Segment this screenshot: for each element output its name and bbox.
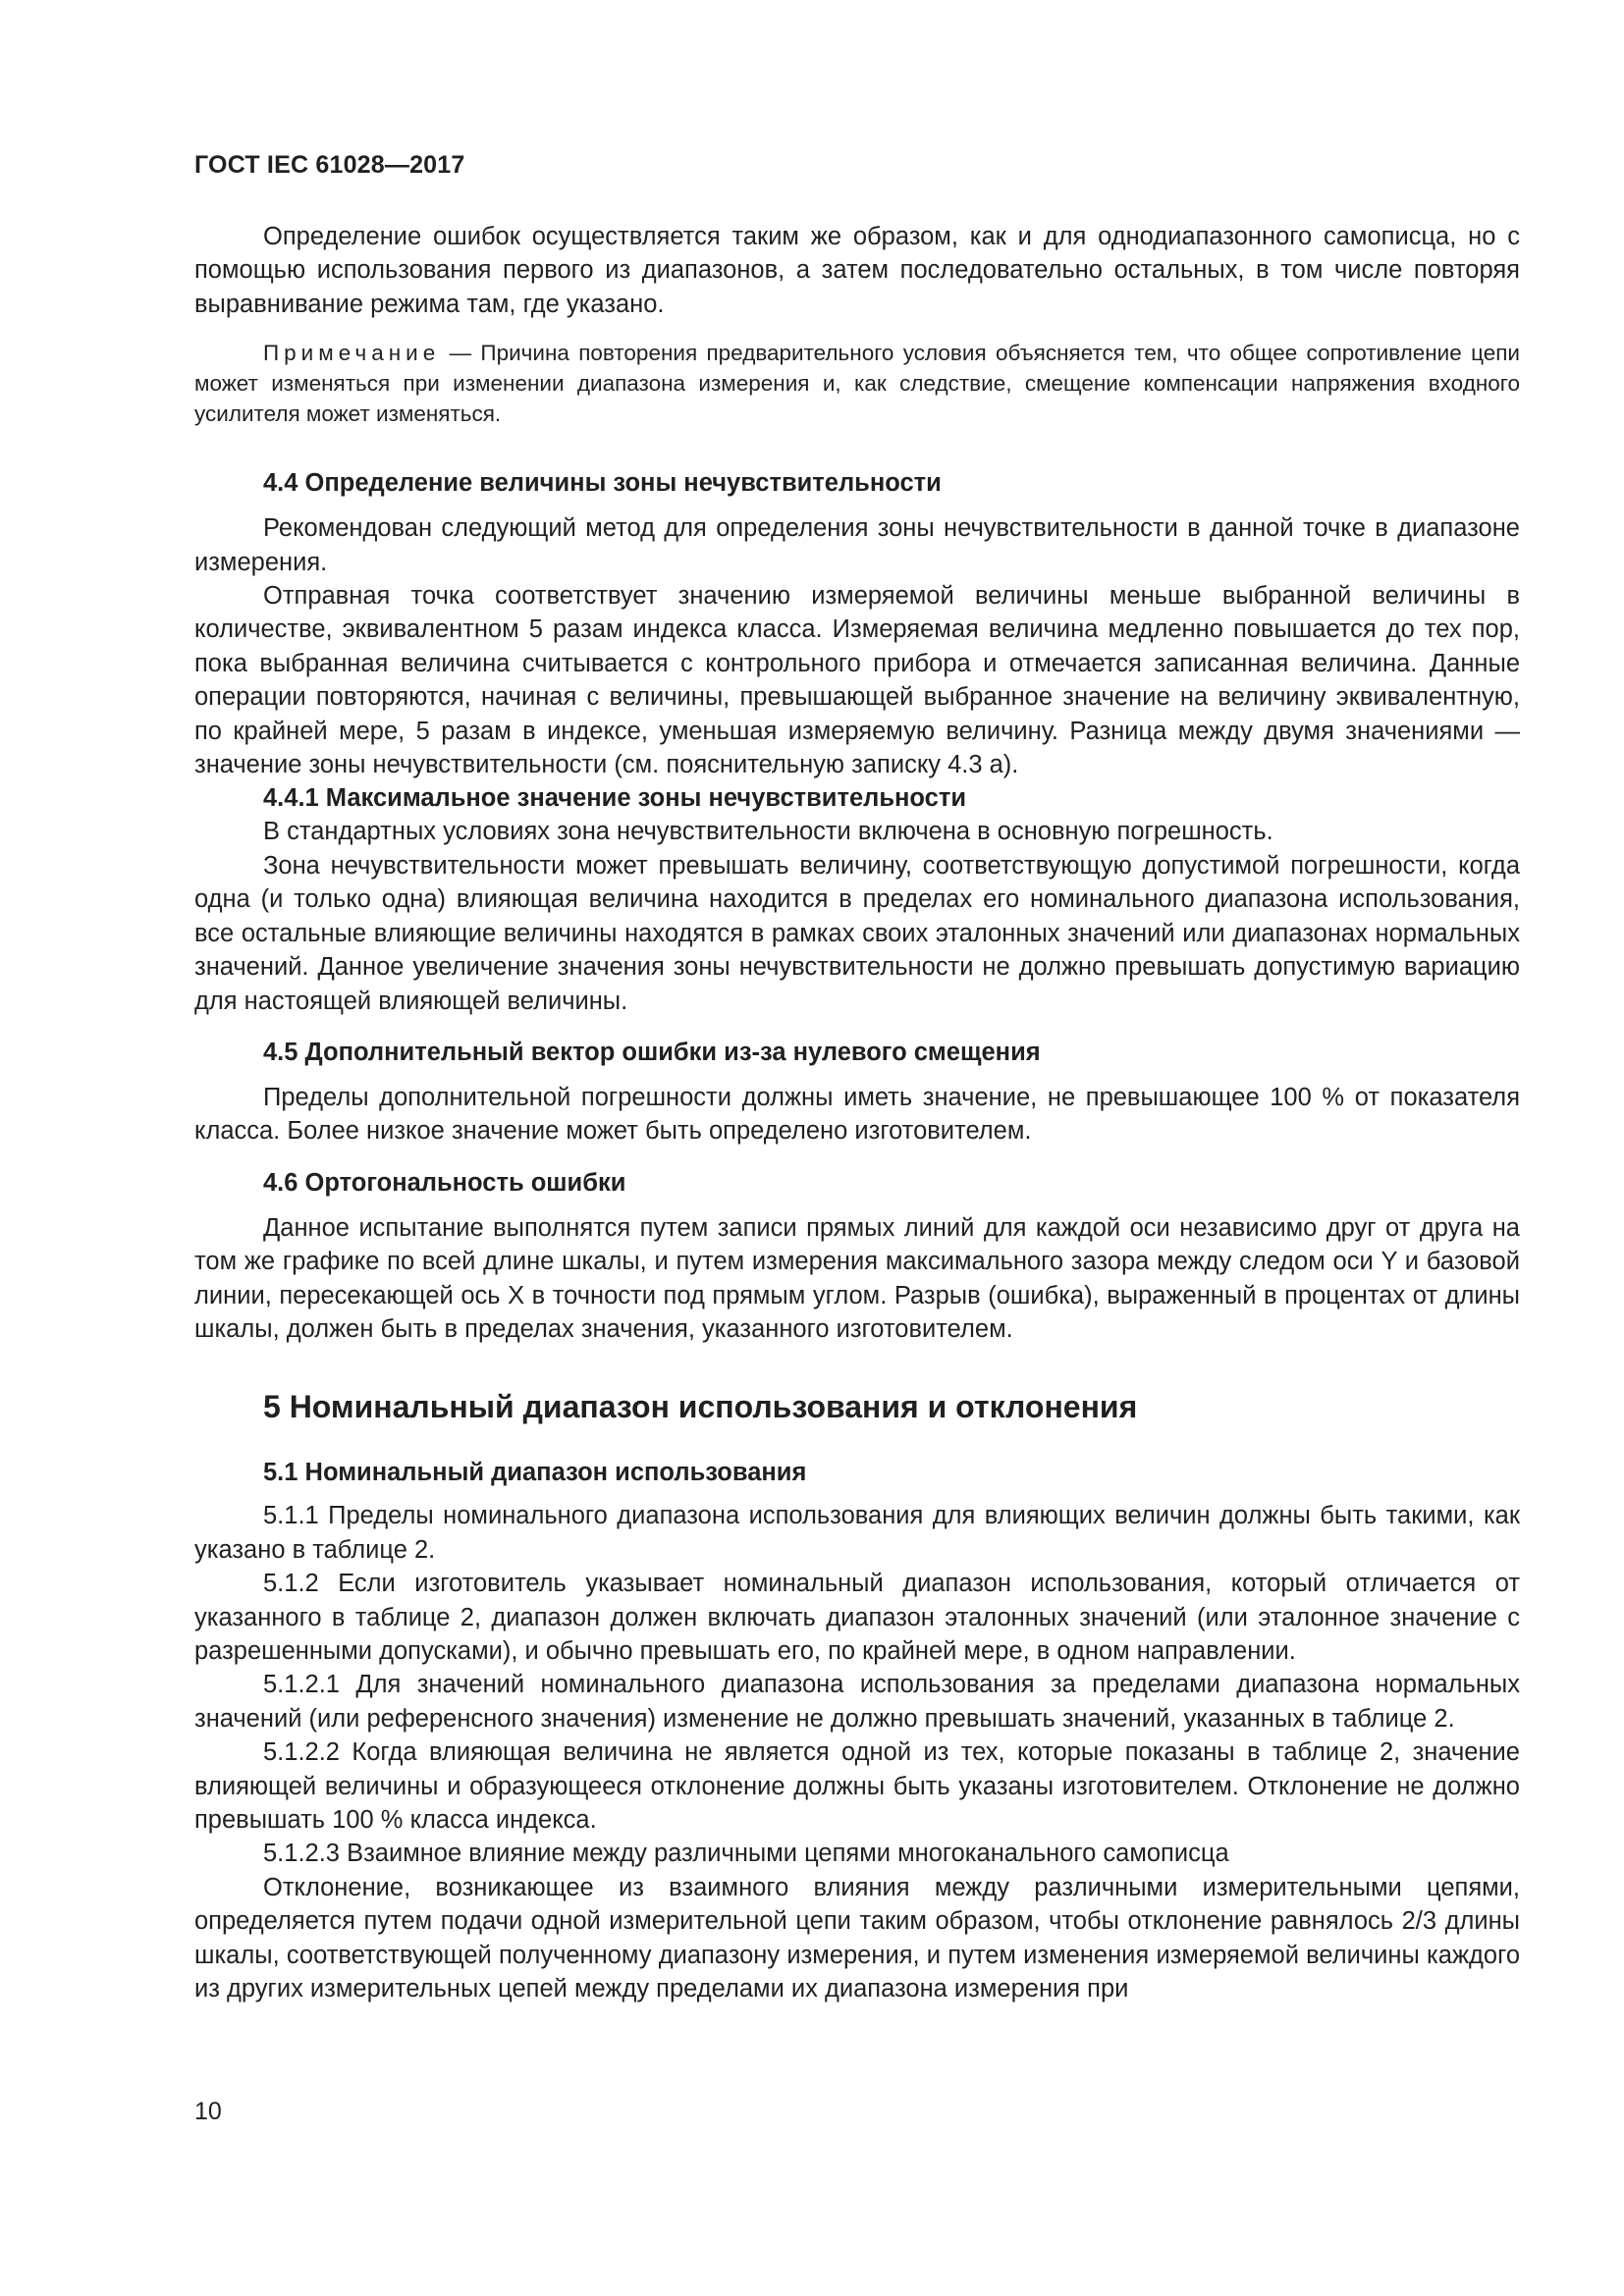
section-4-4-paragraph-2: Отправная точка соответствует значению измеряемой величины меньше выбранной величины в количестве, эквивалентном 5 разам индекса класса. Измеряемая величина медленно повышается до тех пор, пока выбранная величина считывается с контрольного прибора и отмечается записанная величина. Данные операции повторяются, начиная с величины, превышающей выбранное значение на величину эквивалентную, по крайней мере, 5 разам в индексе, уменьшая измеряемую величину. Разница между двумя значениями — значение зоны нечувствительности (см. пояснительную записку 4.3 а). [194, 582, 1520, 779]
section-4-6-title: 4.6 Ортогональность ошибки [263, 1168, 626, 1197]
section-4-6-paragraph-1: Данное испытание выполнятся путем записи прямых линий для каждой оси независимо друг от друга на том же графике по всей длине шкалы, и путем измерения максимального зазора между следом оси Y и базовой линии, пересекающей ось X в точности под прямым углом. Разрыв (ошибка), выраженный в процентах от длины шкалы, должен быть в пределах значения, указанного изготовителем. [194, 1213, 1520, 1343]
paragraph-5-1-1: 5.1.1 Пределы номинального диапазона использования для влияющих величин должны быть такими, как указано в таблице 2. [194, 1502, 1520, 1564]
intro-paragraph: Определение ошибок осуществляется таким же образом, как и для однодиапазонного самописца, но с помощью использования первого из диапазонов, а затем последовательно остальных, в том числе повторяя выравнивание режима там, где указано. [194, 223, 1520, 318]
section-4-5-paragraph-1: Пределы дополнительной погрешности должны иметь значение, не превышающее 100 % от показателя класса. Более низкое значение может быть определено изготовителем. [194, 1083, 1520, 1146]
section-4-5-title: 4.5 Дополнительный вектор ошибки из-за нулевого смещения [263, 1038, 1041, 1066]
page-number: 10 [194, 2098, 222, 2125]
section-4-4-1-paragraph-1: В стандартных условиях зона нечувствительности включена в основную погрешность. [263, 818, 1273, 846]
section-4-4-1-paragraph-2: Зона нечувствительности может превышать величину, соответствующую допустимой погрешности, когда одна (и только одна) влияющая величина находится в пределах его номинального диапазона использования, все остальные влияющие величины находятся в рамках своих эталонных значений или диапазонах нормальных значений. Данное увеличение значения зоны нечувствительности не должно превышать допустимую вариацию для настоящей влияющей величины. [194, 851, 1520, 1015]
section-5-1-title: 5.1 Номинальный диапазон использования [263, 1459, 807, 1487]
section-4-4-paragraph-1: Рекомендован следующий метод для определения зоны нечувствительности в данной точке в диапазоне измерения. [194, 514, 1520, 576]
paragraph-5-1-2-3: 5.1.2.3 Взаимное влияние между различными цепями многоканального самописца [263, 1840, 1229, 1868]
note-label: Примечание [263, 341, 441, 366]
paragraph-5-1-2-2: 5.1.2.2 Когда влияющая величина не является одной из тех, которые показаны в таблице 2, значение влияющей величины и образующееся отклонение должны быть указаны изготовителем. Отклонение не должно превышать 100 % класса индекса. [194, 1738, 1520, 1834]
paragraph-5-1-2-1: 5.1.2.1 Для значений номинального диапазона использования за пределами диапазона нормальных значений (или референсного значения) изменение не должно превышать значений, указанных в таблице 2. [194, 1671, 1520, 1733]
note-paragraph [194, 338, 1520, 429]
section-5-title: 5 Номинальный диапазон использования и отклонения [263, 1389, 1138, 1425]
paragraph-5-1-2: 5.1.2 Если изготовитель указывает номинальный диапазон использования, который отличается от указанного в таблице 2, диапазон должен включать диапазон эталонных значений (или эталонное значение с разрешенными допусками), и обычно превышать его, по крайней мере, в одном направлении. [194, 1570, 1520, 1665]
page-content [194, 220, 1520, 2005]
paragraph-5-1-2-3-body: Отклонение, возникающее из взаимного влияния между различными измерительными цепями, определяется путем подачи одной измерительной цепи таким образом, чтобы отклонение равнялось 2/3 длины шкалы, соответствующей полученному диапазону измерения, и путем изменения измеряемой величины каждого из других измерительных цепей между пределами их диапазона измерения при [194, 1873, 1520, 2003]
page-header: ГОСТ IEC 61028—2017 [194, 151, 465, 179]
note-text: — Причина повторения предварительного условия объясняется тем, что общее сопротивление цепи может изменяться при изменении диапазона измерения и, как следствие, смещение компенсации напряжения входного усилителя может изменяться. [194, 341, 1520, 427]
section-4-4-1-title: 4.4.1 Максимальное значение зоны нечувствительности [263, 784, 967, 813]
section-4-4-title: 4.4 Определение величины зоны нечувствительности [263, 469, 942, 498]
